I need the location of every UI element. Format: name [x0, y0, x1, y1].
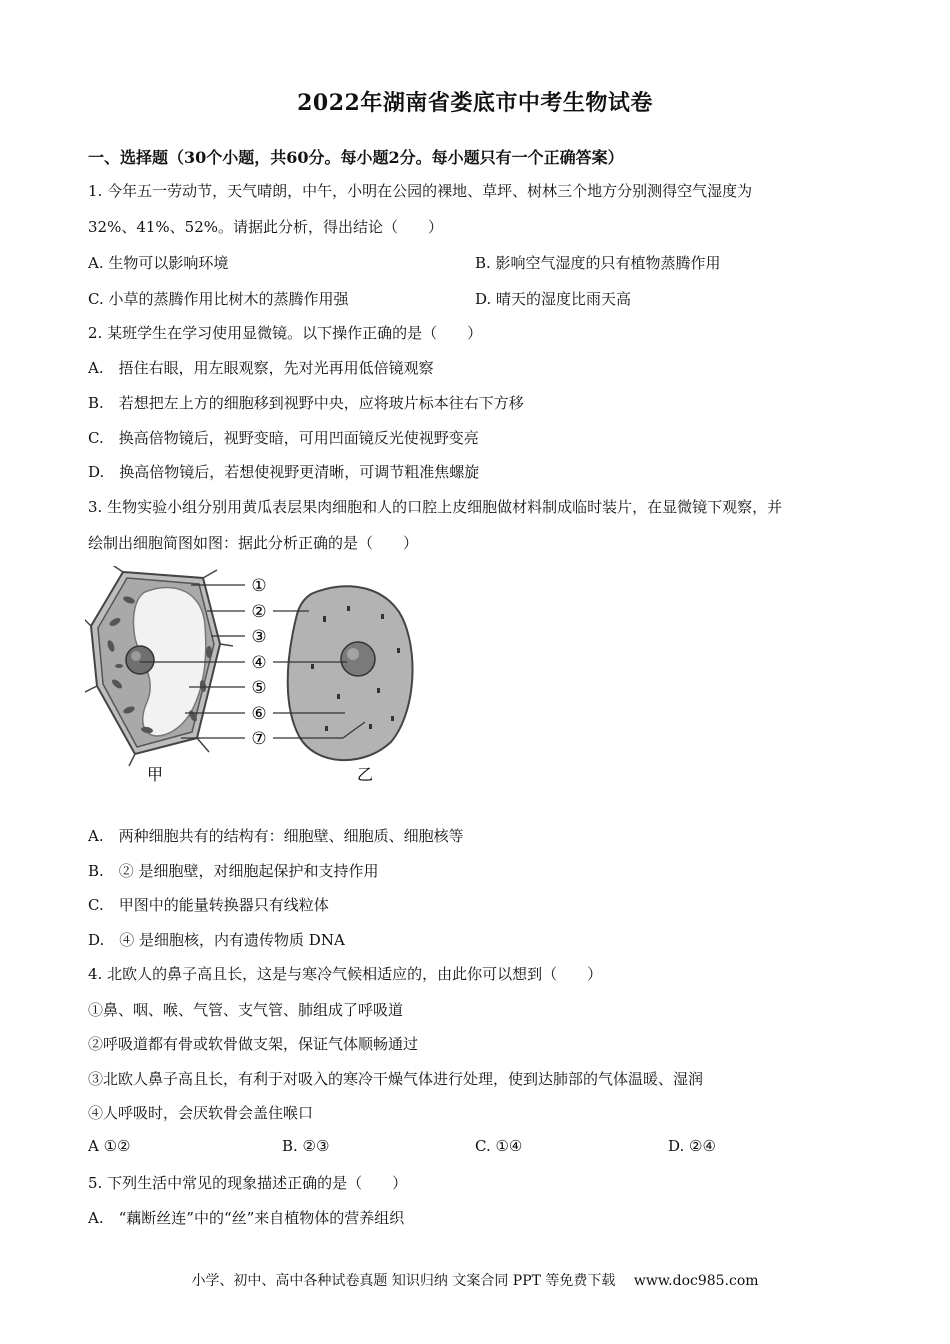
q4-option-b: B. ②③ [282, 1137, 330, 1155]
q1-option-d: D. 晴天的湿度比雨天高 [475, 290, 632, 308]
section-heading: 一、选择题（30个小题，共60分。每小题2分。每小题只有一个正确答案） [88, 148, 624, 167]
q1-stem-line1: 1. 今年五一劳动节，天气晴朗，中午，小明在公园的裸地、草坪、树林三个地方分别测得空气湿度为 [88, 182, 753, 200]
figure-label-1: ① [251, 576, 267, 596]
q4-option-a: A ①② [88, 1137, 131, 1155]
q4-option-d: D. ②④ [668, 1137, 716, 1155]
q3-option-d: D. ④ 是细胞核，内有遗传物质 DNA [88, 931, 345, 949]
q1-stem-line2: 32%、41%、52%。请据此分析，得出结论（ ） [88, 218, 444, 236]
q3-stem-line2: 绘制出细胞简图如图：据此分析正确的是（ ） [88, 534, 419, 552]
figure-label-4: ④ [251, 653, 267, 673]
q1-option-b: B. 影响空气湿度的只有植物蒸腾作用 [475, 254, 721, 272]
q3-option-c: C. 甲图中的能量转换器只有线粒体 [88, 896, 329, 914]
q4-statement-3: ③北欧人鼻子高且长，有利于对吸入的寒冷干燥气体进行处理，使到达肺部的气体温暖、湿润 [88, 1070, 704, 1088]
figure-label-6: ⑥ [251, 704, 267, 724]
q4-statement-1: ①鼻、咽、喉、气管、支气管、肺组成了呼吸道 [88, 1001, 404, 1019]
q3-option-a: A. 两种细胞共有的结构有：细胞壁、细胞质、细胞核等 [88, 827, 464, 845]
figure-label-2: ② [251, 602, 267, 622]
cell-diagram-figure [85, 566, 425, 788]
q3-option-b: B. ② 是细胞壁，对细胞起保护和支持作用 [88, 862, 379, 880]
figure-label-7: ⑦ [251, 729, 267, 749]
page-footer: 小学、初中、高中各种试卷真题 知识归纳 文案合同 PPT 等免费下载 www.doc985.com [191, 1273, 759, 1289]
q4-statement-2: ②呼吸道都有骨或软骨做支架，保证气体顺畅通过 [88, 1035, 419, 1053]
plant-cell-drawing [85, 566, 233, 766]
animal-cell-drawing [288, 586, 413, 760]
figure-caption-yi: 乙 [356, 765, 374, 784]
q4-option-c: C. ①④ [475, 1137, 523, 1155]
figure-label-5: ⑤ [251, 678, 267, 698]
q2-option-a: A. 捂住右眼，用左眼观察，先对光再用低倍镜观察 [88, 359, 434, 377]
q1-option-c: C. 小草的蒸腾作用比树木的蒸腾作用强 [88, 290, 349, 308]
q2-option-b: B. 若想把左上方的细胞移到视野中央，应将玻片标本往右下方移 [88, 394, 524, 412]
q4-stem: 4. 北欧人的鼻子高且长，这是与寒冷气候相适应的，由此你可以想到（ ） [88, 965, 603, 983]
q2-stem: 2. 某班学生在学习使用显微镜。以下操作正确的是（ ） [88, 324, 483, 342]
q5-option-a: A. “藕断丝连”中的“丝”来自植物体的营养组织 [88, 1209, 405, 1227]
q2-option-c: C. 换高倍物镜后，视野变暗，可用凹面镜反光使视野变亮 [88, 429, 479, 447]
q3-stem-line1: 3. 生物实验小组分别用黄瓜表层果肉细胞和人的口腔上皮细胞做材料制成临时装片，在显微镜下观察，并 [88, 498, 783, 516]
figure-caption-jia: 甲 [146, 765, 164, 784]
q2-option-d: D. 换高倍物镜后，若想使视野更清晰，可调节粗准焦螺旋 [88, 463, 480, 481]
q4-statement-4: ④人呼吸时，会厌软骨会盖住喉口 [88, 1104, 314, 1122]
q1-option-a: A. 生物可以影响环境 [88, 254, 229, 272]
q5-stem: 5. 下列生活中常见的现象描述正确的是（ ） [88, 1174, 408, 1192]
page-title: 2022年湖南省娄底市中考生物试卷 [297, 90, 653, 116]
figure-label-3: ③ [251, 627, 267, 647]
